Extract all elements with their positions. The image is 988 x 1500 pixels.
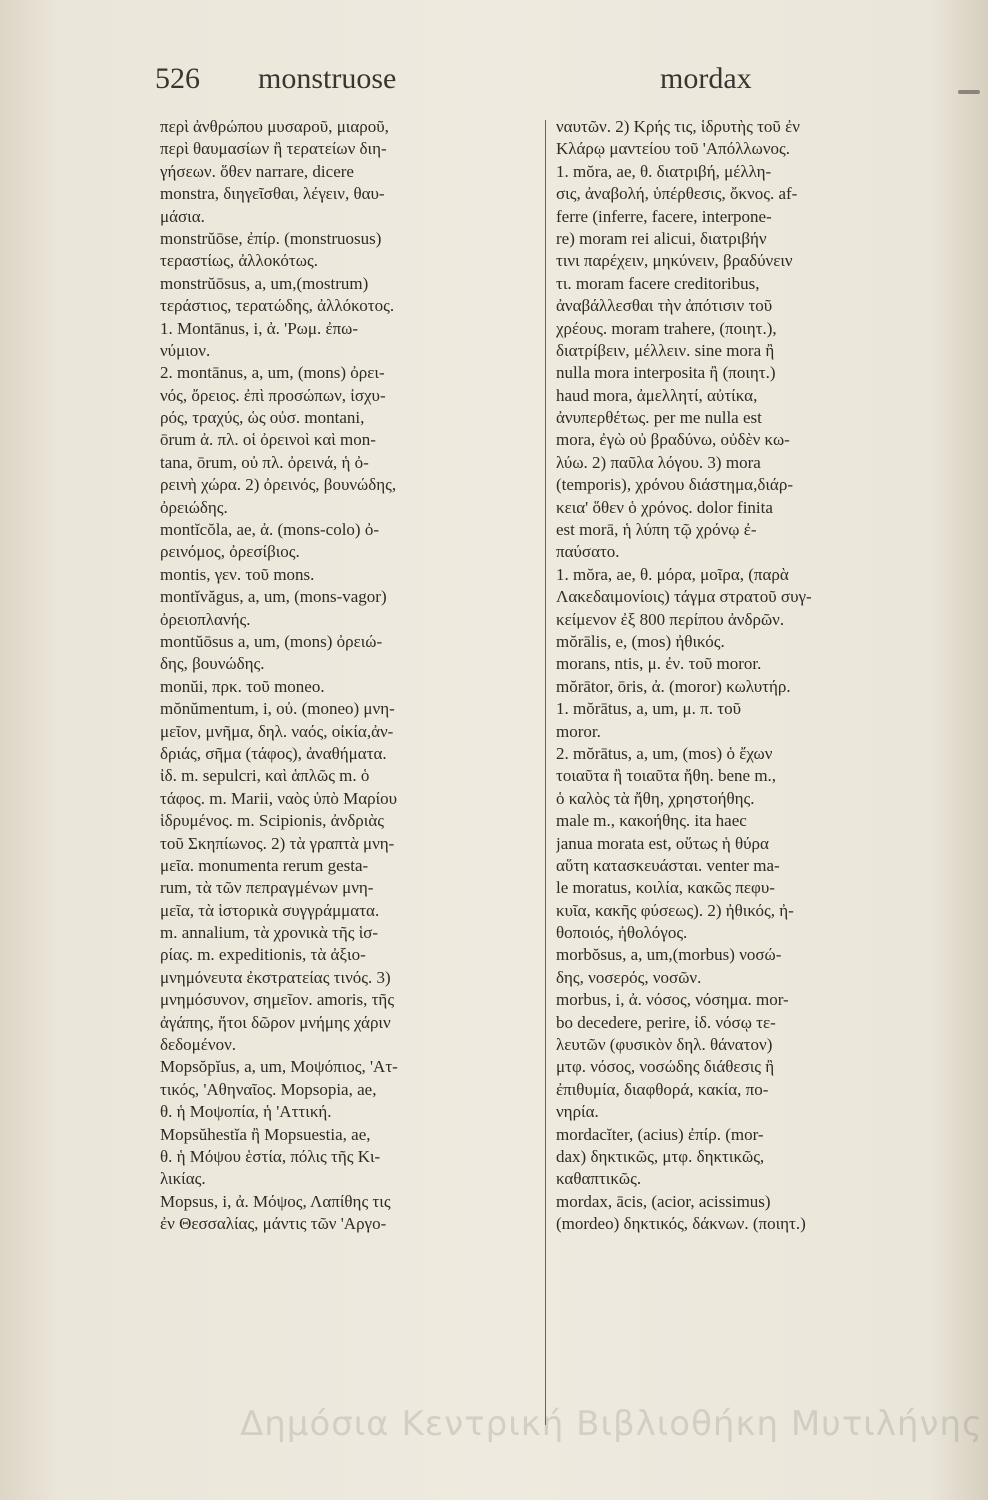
text-line: ὁ καλὸς τὰ ἤθη, χρηστοήθης. xyxy=(556,788,755,808)
text-line: montĭvăgus, a, um, (mons-vagor) xyxy=(160,587,387,607)
text-line: mŏrātor, ōris, ἀ. (moror) κωλυτήρ. xyxy=(556,676,791,696)
text-line: ἐπιθυμία, διαφθορά, κακία, πο- xyxy=(556,1079,769,1099)
text-line: ἐν Θεσσαλίας, μάντις τῶν 'Αργο- xyxy=(160,1214,387,1234)
text-line: 1. mŏra, ae, θ. μόρα, μοῖρα, (παρὰ xyxy=(556,564,789,584)
text-line: μεῖον, μνῆμα, δηλ. ναός, οἰκία,ἀν- xyxy=(160,721,394,741)
text-line: θ. ἡ Μόψου ἑστία, πόλις τῆς Κι- xyxy=(160,1146,381,1166)
text-line: (temporis), χρόνου διάστημα,διάρ- xyxy=(556,475,793,495)
text-line: μεῖα. monumenta rerum gesta- xyxy=(160,855,369,875)
text-line: janua morata est, οὕτως ἡ θύρα xyxy=(556,833,769,853)
text-line: τοιαῦτα ἢ τοιαῦτα ἤθη. bene m., xyxy=(556,766,777,786)
text-line: περὶ ἀνθρώπου μυσαροῦ, μιαροῦ, xyxy=(160,117,389,136)
page-edge-mark xyxy=(958,90,980,94)
text-line: γήσεων. ὅθεν narrare, dicere xyxy=(160,161,354,181)
text-line: 1. Montānus, i, ἀ. 'Ρωμ. ἐπω- xyxy=(160,318,359,338)
text-line: μτφ. νόσος, νοσώδης διάθεσις ἢ xyxy=(556,1057,775,1077)
text-line: θοποιός, ἠθολόγος. xyxy=(556,923,688,943)
page-header xyxy=(155,62,795,102)
text-line: ἰδ. m. sepulcri, καὶ ἁπλῶς m. ὁ xyxy=(160,766,370,786)
text-line: mora, ἐγὼ οὐ βραδύνω, οὐδὲν κω- xyxy=(556,430,790,450)
text-line: τεραστίως, ἀλλοκότως. xyxy=(160,251,318,271)
text-line: δης, νοσερός, νοσῶν. xyxy=(556,967,702,987)
text-line: δεδομένον. xyxy=(160,1035,237,1055)
text-line: διατρίβειν, μέλλειν. sine mora ἢ xyxy=(556,340,775,360)
text-line: rum, τὰ τῶν πεπραγμένων μνη- xyxy=(160,878,374,898)
text-line: τι. moram facere creditoribus, xyxy=(556,273,760,293)
text-line: (mordeo) δηκτικός, δάκνων. (ποιητ.) xyxy=(556,1214,806,1234)
text-line: morans, ntis, μ. ἐν. τοῦ moror. xyxy=(556,654,762,674)
text-line: μάσια. xyxy=(160,206,205,226)
text-line: ἀναβάλλεσθαι τὴν ἀπότισιν τοῦ xyxy=(556,296,773,316)
text-line: κυῖα, κακῆς φύσεως). 2) ἠθικός, ἠ- xyxy=(556,900,794,920)
text-line: m. annalium, τὰ χρονικὰ τῆς ἱσ- xyxy=(160,923,379,943)
text-line: dax) δηκτικῶς, μτφ. δηκτικῶς, xyxy=(556,1146,765,1166)
text-line: 2. mŏrātus, a, um, (mos) ὁ ἔχων xyxy=(556,743,773,763)
text-line: 1. mŏra, ae, θ. διατριβή, μέλλη- xyxy=(556,161,772,181)
text-line: haud mora, ἀμελλητί, αὐτίκα, xyxy=(556,385,758,405)
right-column xyxy=(556,116,946,1236)
text-line: περὶ θαυμασίων ἢ τερατείων διη- xyxy=(160,139,387,159)
text-line: χρέους. moram trahere, (ποιητ.), xyxy=(556,318,777,338)
text-line: Mopsŏpĭus, a, um, Μοψόπιος, 'Ατ- xyxy=(160,1057,398,1077)
text-line: mŏnŭmentum, i, οὐ. (moneo) μνη- xyxy=(160,699,395,719)
text-line: τικός, 'Αθηναῖος. Mopsopia, ae, xyxy=(160,1079,377,1099)
library-watermark: Δημόσια Κεντρική Βιβλιοθήκη Μυτιλήνης xyxy=(240,1404,983,1444)
text-line: κείμενον ἐξ 800 περίπου ἀνδρῶν. xyxy=(556,609,785,629)
text-line: ferre (inferre, facere, interpone- xyxy=(556,206,772,226)
text-line: ἀνυπερθέτως. per me nulla est xyxy=(556,408,762,428)
text-line: μεῖα, τὰ ἱστορικὰ συγγράμματα. xyxy=(160,900,380,920)
text-line: Mopsŭhestĭa ἢ Mopsuestia, ae, xyxy=(160,1124,371,1144)
text-line: λευτῶν (φυσικὸν δηλ. θάνατον) xyxy=(556,1035,773,1055)
text-line: νός, ὄρειος. ἐπὶ προσώπων, ἰσχυ- xyxy=(160,385,386,405)
text-line: λύω. 2) παῦλα λόγου. 3) mora xyxy=(556,452,761,472)
text-line: σις, ἀναβολή, ὑπέρθεσις, ὄκνος. af- xyxy=(556,184,798,204)
text-line: κεια' ὅθεν ὁ χρόνος. dolor finita xyxy=(556,497,773,517)
text-line: νύμιον. xyxy=(160,340,211,360)
text-line: τεράστιος, τερατώδης, ἀλλόκοτος. xyxy=(160,296,395,316)
text-line: monstra, διηγεῖσθαι, λέγειν, θαυ- xyxy=(160,184,385,204)
text-line: παύσατο. xyxy=(556,542,620,562)
left-guide-word: monstruose xyxy=(258,62,397,95)
column-divider xyxy=(545,120,546,1425)
text-line: δριάς, σῆμα (τάφος), ἀναθήματα. xyxy=(160,743,387,763)
text-line: δης, βουνώδης. xyxy=(160,654,265,674)
text-line: ρεινόμος, ὀρεσίβιος. xyxy=(160,542,300,562)
text-line: ρίας. m. expeditionis, τὰ ἀξιο- xyxy=(160,945,366,965)
text-line: montis, γεν. τοῦ mons. xyxy=(160,564,315,584)
text-line: ὀρειώδης. xyxy=(160,497,228,517)
text-line: morbŏsus, a, um,(morbus) νοσώ- xyxy=(556,945,782,965)
text-line: Κλάρῳ μαντείου τοῦ 'Απόλλωνος. xyxy=(556,139,791,159)
text-line: ōrum ἀ. πλ. οἱ ὀρεινοὶ καὶ mon- xyxy=(160,430,376,450)
text-line: re) moram rei alicui, διατριβήν xyxy=(556,228,767,248)
text-line: montŭōsus a, um, (mons) ὀρειώ- xyxy=(160,631,383,651)
text-line: λικίας. xyxy=(160,1169,206,1189)
text-line: nulla mora interposita ἢ (ποιητ.) xyxy=(556,363,776,383)
text-line: ρεινὴ χώρα. 2) ὀρεινός, βουνώδης, xyxy=(160,475,397,495)
text-line: ρός, τραχύς, ὡς οὐσ. montani, xyxy=(160,408,365,428)
text-line: ναυτῶν. 2) Κρής τις, ἱδρυτὴς τοῦ ἐν xyxy=(556,117,800,136)
text-line: αὕτη κατασκευάσται. venter ma- xyxy=(556,855,780,875)
text-line: ἀγάπης, ἤτοι δῶρον μνήμης χάριν xyxy=(160,1012,391,1032)
text-line: τάφος. m. Marii, ναὸς ὑπὸ Μαρίου xyxy=(160,788,398,808)
text-line: le moratus, κοιλία, κακῶς πεφυ- xyxy=(556,878,775,898)
text-line: moror. xyxy=(556,721,601,741)
text-line: Mopsus, i, ἀ. Μόψος, Λαπίθης τις xyxy=(160,1191,391,1211)
text-line: est morā, ἡ λύπη τῷ χρόνῳ ἐ- xyxy=(556,520,757,540)
text-line: 2. montānus, a, um, (mons) ὀρει- xyxy=(160,363,385,383)
text-line: monstrŭōse, ἐπίρ. (monstruosus) xyxy=(160,228,382,248)
right-guide-word: mordax xyxy=(660,62,752,95)
text-line: mŏrālis, e, (mos) ἠθικός. xyxy=(556,631,725,651)
text-line: τινι παρέχειν, μηκύνειν, βραδύνειν xyxy=(556,251,793,271)
text-line: male m., κακοήθης. ita haec xyxy=(556,811,747,831)
page-number: 526 xyxy=(155,62,200,95)
text-line: morbus, i, ἀ. νόσος, νόσημα. mor- xyxy=(556,990,789,1010)
text-line: mordax, ācis, (acior, acissimus) xyxy=(556,1191,771,1211)
text-line: τοῦ Σκηπίωνος. 2) τὰ γραπτὰ μνη- xyxy=(160,833,395,853)
text-line: mordacĭter, (acius) ἐπίρ. (mor- xyxy=(556,1124,764,1144)
text-line: μνημόνευτα ἐκστρατείας τινός. 3) xyxy=(160,967,391,987)
text-line: ὀρειοπλανής. xyxy=(160,609,251,629)
text-line: monŭi, πρκ. τοῦ moneo. xyxy=(160,676,325,696)
text-line: 1. mŏrātus, a, um, μ. π. τοῦ xyxy=(556,699,741,719)
text-line: μνημόσυνον, σημεῖον. amoris, τῆς xyxy=(160,990,395,1010)
text-line: bo decedere, perire, ἰδ. νόσῳ τε- xyxy=(556,1012,776,1032)
text-line: montĭcŏla, ae, ἀ. (mons-colo) ὀ- xyxy=(160,520,379,540)
text-line: καθαπτικῶς. xyxy=(556,1169,642,1189)
text-line: Λακεδαιμονίοις) τάγμα στρατοῦ συγ- xyxy=(556,587,812,607)
left-column xyxy=(160,116,535,1236)
text-line: νηρία. xyxy=(556,1102,599,1122)
text-line: monstrŭōsus, a, um,(mostrum) xyxy=(160,273,369,293)
text-line: ἱδρυμένος. m. Scipionis, ἀνδριὰς xyxy=(160,811,384,831)
text-line: θ. ἡ Μοψοπία, ἡ 'Αττική. xyxy=(160,1102,332,1122)
text-line: tana, ōrum, οὐ πλ. ὀρεινά, ἡ ὀ- xyxy=(160,452,369,472)
